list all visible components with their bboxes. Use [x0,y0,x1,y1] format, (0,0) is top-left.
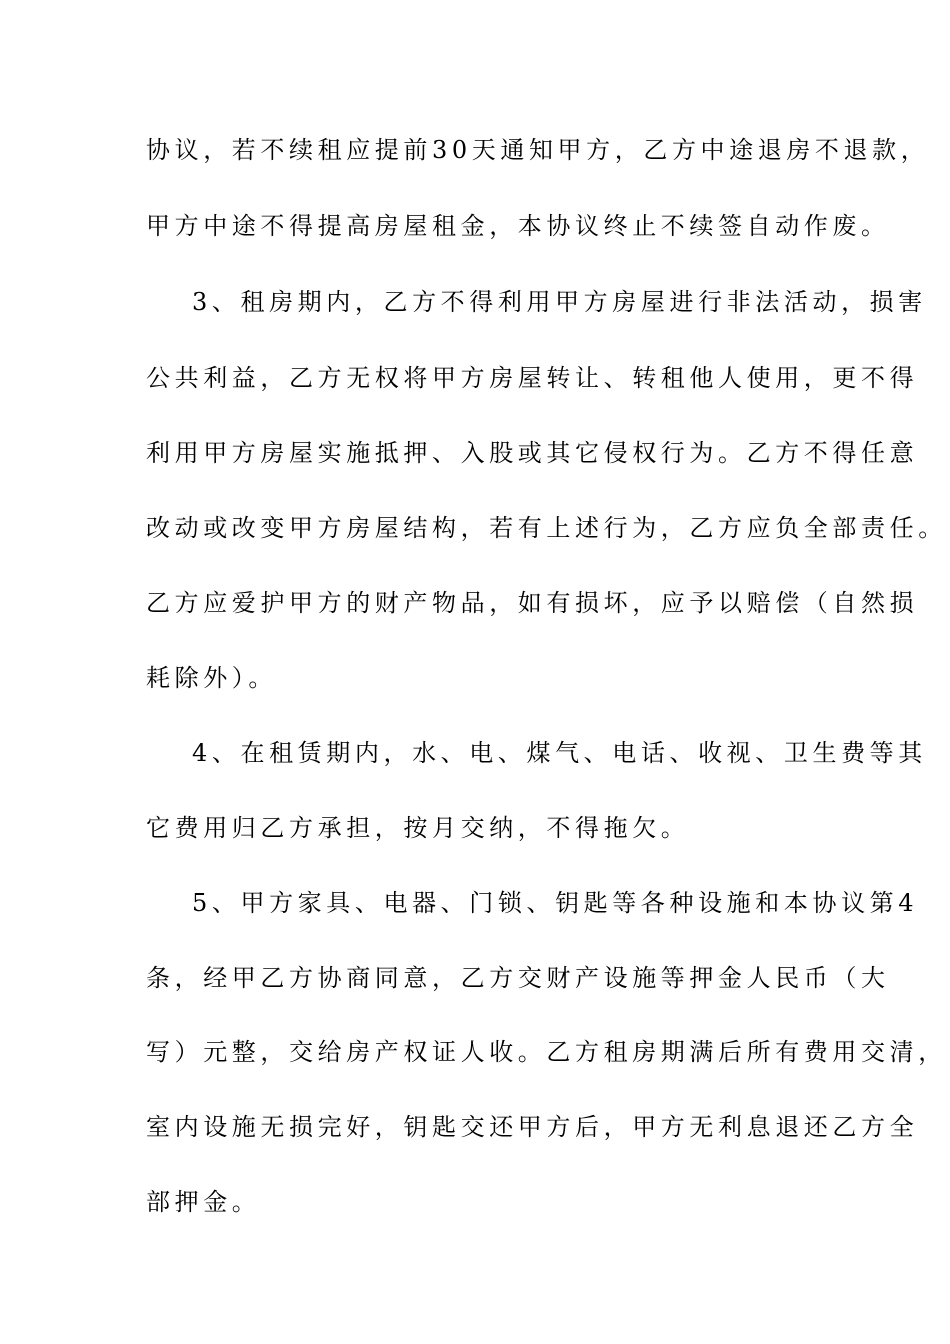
clause-3-line-5: 乙方应爱护甲方的财产物品，如有损坏，应予以赔偿（自然损 [146,589,919,617]
clause-4-line-2: 它费用归乙方承担，按月交纳，不得拖欠。 [146,814,690,842]
clause-5-line-1: 5、甲方家具、电器、门锁、钥匙等各种设施和本协议第4 [192,889,919,917]
clause-3-line-2: 公共利益，乙方无权将甲方房屋转让、转租他人使用，更不得 [146,364,919,392]
clause-3-line-3: 利用甲方房屋实施抵押、入股或其它侵权行为。乙方不得任意 [146,439,919,467]
clause-5-line-3: 写）元整，交给房产权证人收。乙方租房期满后所有费用交清， [146,1038,947,1066]
clause-5-line-4: 室内设施无损完好，钥匙交还甲方后，甲方无利息退还乙方全 [146,1113,919,1141]
clause-4-line-1: 4、在租赁期内，水、电、煤气、电话、收视、卫生费等其 [192,739,927,767]
clause-3-line-1: 3、租房期内，乙方不得利用甲方房屋进行非法活动，损害 [192,288,927,316]
text-line-1: 协议，若不续租应提前30天通知甲方，乙方中途退房不退款， [146,136,930,164]
clause-3-line-4: 改动或改变甲方房屋结构，若有上述行为，乙方应负全部责任。 [146,514,947,542]
clause-5-line-5: 部押金。 [146,1188,261,1216]
text-line-2: 甲方中途不得提高房屋租金，本协议终止不续签自动作废。 [146,212,890,240]
clause-5-line-2: 条，经甲乙方协商同意，乙方交财产设施等押金人民币（大 [146,964,890,992]
clause-3-line-6: 耗除外）。 [146,664,277,692]
